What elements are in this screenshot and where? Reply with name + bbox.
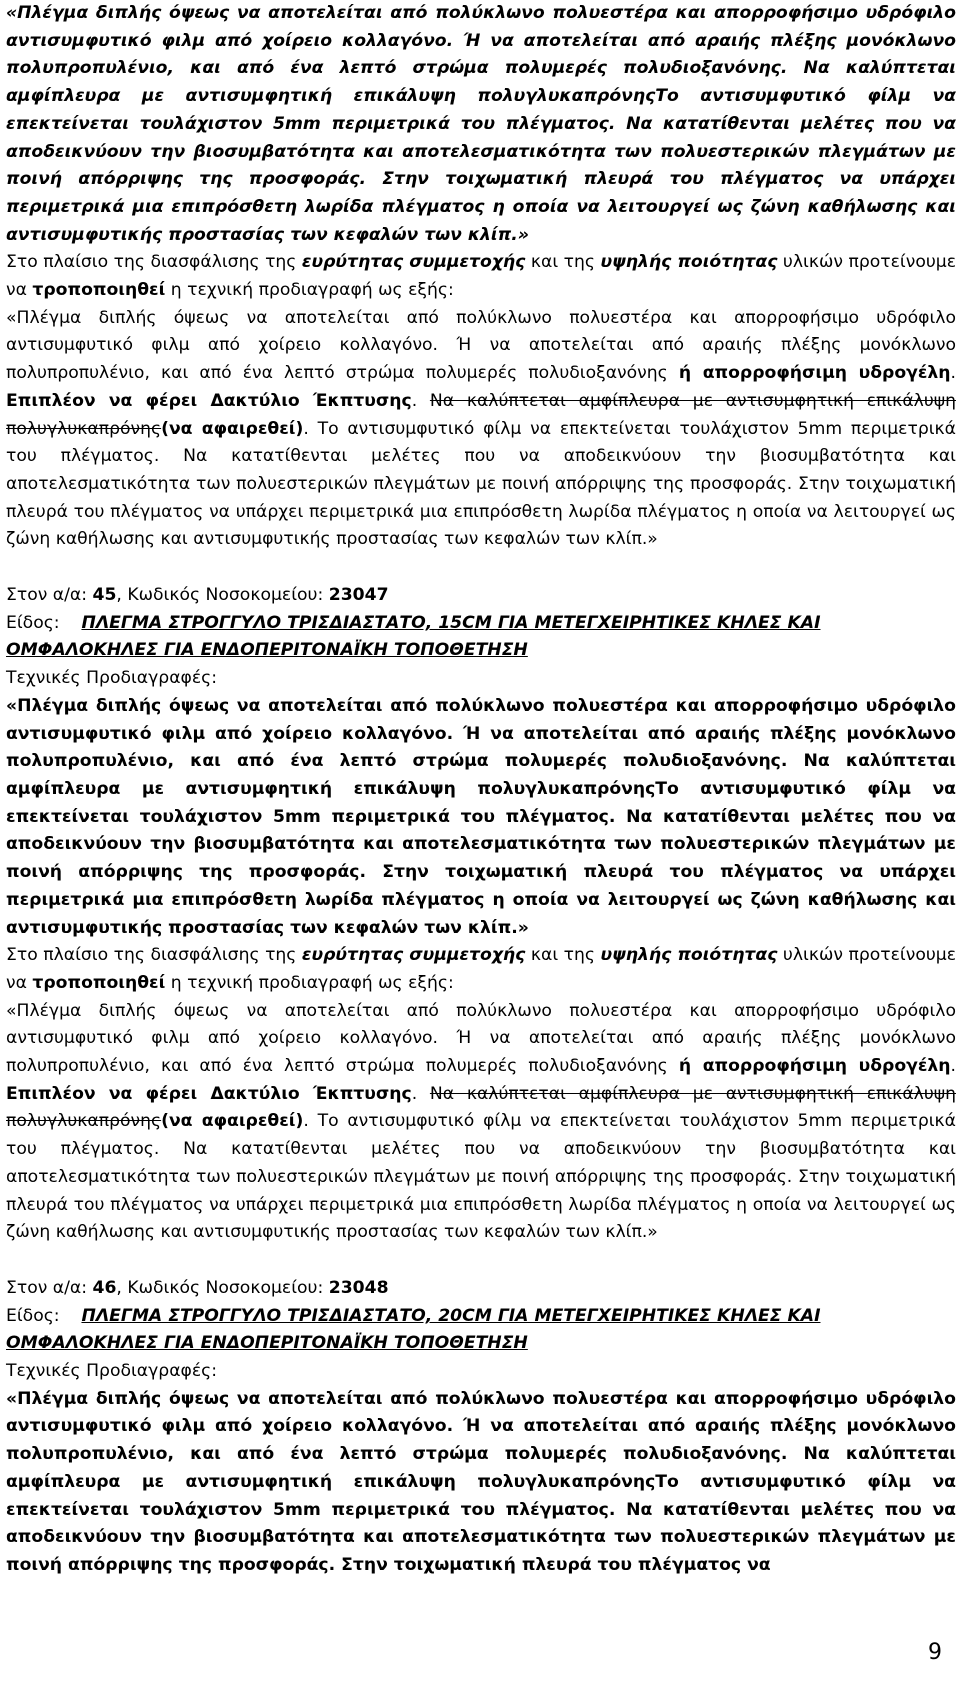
proposal-intro <box>6 249 956 304</box>
modified-text-3: . <box>411 1083 430 1104</box>
modified-text-1: «Πλέγμα διπλής όψεως να αποτελείται από πολύκλωνο πολυεστέρα και απορροφήσιμο υδρόφιλο αντισυμφυτικό φιλμ από χοίρειο κολλαγόνο. Ή να αποτελείται από αραιής πλέξης μονόκλωνο πολυπροπυλένιο, και από ένα λεπτό στρώμα πολυμερές πολυδιοξανόνης <box>6 307 956 384</box>
document-page <box>6 0 956 1580</box>
item46-kind-title: ΠΛΕΓΜΑ ΣΤΡΟΓΓΥΛΟ ΤΡΙΣΔΙΑΣΤΑΤΟ, 20CM ΓΙΑ ΜΕΤΕΓΧΕΙΡΗΤΙΚΕΣ ΚΗΛΕΣ ΚΑΙ ΟΜΦΑΛΟΚΗΛΕΣ ΓΙΑ ΕΝΔΟΠΕΡΙΤΟΝΑΪΚΗ ΤΟΠΟΘΕΤΗΣΗ <box>6 1305 821 1354</box>
proposal-keyword-participation: ευρύτητας συμμετοχής <box>301 252 526 273</box>
modified-remove-note: (να αφαιρεθεί) <box>161 418 304 439</box>
item46-aa-number: 46 <box>92 1277 117 1298</box>
modified-addition-ring: Επιπλέον να φέρει Δακτύλιο Έκπτυσης <box>6 1083 412 1104</box>
item46-kind-label: Είδος: <box>6 1305 60 1326</box>
item46-aa-label: Στον α/α: <box>6 1277 93 1298</box>
item46-hospital-code: 23048 <box>328 1277 389 1298</box>
item45-kind-title: ΠΛΕΓΜΑ ΣΤΡΟΓΓΥΛΟ ΤΡΙΣΔΙΑΣΤΑΤΟ, 15CM ΓΙΑ ΜΕΤΕΓΧΕΙΡΗΤΙΚΕΣ ΚΗΛΕΣ ΚΑΙ ΟΜΦΑΛΟΚΗΛΕΣ ΓΙΑ ΕΝΔΟΠΕΡΙΤΟΝΑΪΚΗ ΤΟΠΟΘΕΤΗΣΗ <box>6 612 821 661</box>
page-number: 9 <box>928 1640 942 1665</box>
modified-addition-hydrogel: ή απορροφήσιμη υδρογέλη <box>678 1056 951 1077</box>
proposal-keyword-participation: ευρύτητας συμμετοχής <box>301 945 526 966</box>
item45-aa-number: 45 <box>92 585 117 606</box>
modified-text-1: «Πλέγμα διπλής όψεως να αποτελείται από πολύκλωνο πολυεστέρα και απορροφήσιμο υδρόφιλο αντισυμφυτικό φιλμ από χοίρειο κολλαγόνο. Ή να αποτελείται από αραιής πλέξης μονόκλωνο πολυπροπυλένιο, και από ένα λεπτό στρώμα πολυμερές πολυδιοξανόνης <box>6 1000 956 1077</box>
proposal-keyword-modify: τροποποιηθεί <box>32 280 166 301</box>
proposal-text-2: και της <box>525 252 601 273</box>
item45-tech-label: Τεχνικές Προδιαγραφές: <box>6 668 218 689</box>
proposal-text-4: η τεχνική προδιαγραφή ως εξής: <box>165 972 454 993</box>
item46-tech-label: Τεχνικές Προδιαγραφές: <box>6 1361 218 1382</box>
proposal-text-1: Στο πλαίσιο της διασφάλισης της <box>6 945 302 966</box>
item45-spec: «Πλέγμα διπλής όψεως να αποτελείται από πολύκλωνο πολυεστέρα και απορροφήσιμο υδρόφιλο αντισυμφυτικό φιλμ από χοίρειο κολλαγόνο. Ή να αποτελείται από αραιής πλέξης μονόκλωνο πολυπροπυλένιο, και από ένα λεπτό στρώμα πολυμερές πολυδιοξανόνης. Να καλύπτεται αμφίπλευρα με αντισυμφητική επικάλυψη πολυγλυκαπρόνηςΤο αντισυμφυτικό φίλμ να επεκτείνεται τουλάχιστον 5mm περιμετρικά του πλέγματος. Να κατατίθενται μελέτες που να αποδεικνύουν την βιοσυμβατότητα και αποτελεσματικότητα των πολυεστερικών πλεγμάτων με ποινή απόρριψης της προσφοράς. Στην τοιχωματική πλευρά του πλέγματος να υπάρχει περιμετρικά μια επιπρόσθετη λωρίδα πλέγματος η οποία να λειτουργεί ως ζώνη καθήλωσης και αντισυμφυτικής προστασίας των κεφαλών των κλίπ.» <box>6 695 956 938</box>
modified-text-3: . <box>411 390 430 411</box>
proposal-text-3: υλικών προτείνουμε να <box>6 252 956 301</box>
original-spec-paragraph: «Πλέγμα διπλής όψεως να αποτελείται από πολύκλωνο πολυεστέρα και απορροφήσιμο υδρόφιλο αντισυμφυτικό φιλμ από χοίρειο κολλαγόνο. Ή να αποτελείται από αραιής πλέξης μονόκλωνο πολυπροπυλένιο, και από ένα λεπτό στρώμα πολυμερές πολυδιοξανόνης. Να καλύπτεται αμφίπλευρα με αντισυμφητική επικάλυψη πολυγλυκαπρόνηςΤο αντισυμφυτικό φίλμ να επεκτείνεται τουλάχιστον 5mm περιμετρικά του πλέγματος. Να κατατίθενται μελέτες που να αποδεικνύουν την βιοσυμβατότητα και αποτελεσματικότητα των πολυεστερικών πλεγμάτων με ποινή απόρριψης της προσφοράς. Στην τοιχωματική πλευρά του πλέγματος να υπάρχει περιμετρικά μια επιπρόσθετη λωρίδα πλέγματος η οποία να λειτουργεί ως ζώνη καθήλωσης και αντισυμφυτικής προστασίας των κεφαλών των κλίπ.» <box>6 3 956 245</box>
item46-hospital-label: , Κωδικός Νοσοκομείου: <box>116 1277 329 1298</box>
modified-text-2: . <box>950 363 957 384</box>
proposal-text-1: Στο πλαίσιο της διασφάλισης της <box>6 252 302 273</box>
modified-strikethrough: Να καλύπτεται αμφίπλευρα με αντισυμφητική επικάλυψη πολυγλυκαπρόνης <box>6 390 956 439</box>
proposal-keyword-quality: υψηλής ποιότητας <box>600 945 778 966</box>
modified-strikethrough: Να καλύπτεται αμφίπλευρα με αντισυμφητική επικάλυψη πολυγλυκαπρόνης <box>6 1083 956 1132</box>
item46-kind <box>6 1303 956 1358</box>
item45-hospital-code: 23047 <box>328 585 389 606</box>
proposal-text-2: και της <box>525 945 601 966</box>
modified-addition-hydrogel: ή απορροφήσιμη υδρογέλη <box>678 363 951 384</box>
item45-aa-label: Στον α/α: <box>6 585 93 606</box>
item45-hospital-label: , Κωδικός Νοσοκομείου: <box>116 585 329 606</box>
modified-text-4: . Το αντισυμφυτικό φίλμ να επεκτείνεται τουλάχιστον 5mm περιμετρικά του πλέγματος. Να κατατίθενται μελέτες που να αποδεικνύουν την βιοσυμβατότητα και αποτελεσματικότητα των πολυεστερικών πλεγμάτων με ποινή απόρριψης της προσφοράς. Στην τοιχωματική πλευρά του πλέγματος να υπάρχει περιμετρικά μια επιπρόσθετη λωρίδα πλέγματος η οποία να λειτουργεί ως ζώνη καθήλωσης και αντισυμφυτικής προστασίας των κεφαλών των κλίπ.» <box>6 418 956 550</box>
proposal-keyword-quality: υψηλής ποιότητας <box>600 252 778 273</box>
proposal-text-4: η τεχνική προδιαγραφή ως εξής: <box>165 280 454 301</box>
item45-header <box>6 582 956 610</box>
spacer <box>6 554 956 582</box>
modified-spec-paragraph-2 <box>6 998 956 1247</box>
item45-kind <box>6 610 956 665</box>
modified-addition-ring: Επιπλέον να φέρει Δακτύλιο Έκπτυσης <box>6 390 412 411</box>
item46-header <box>6 1275 956 1303</box>
proposal-text-3: υλικών προτείνουμε να <box>6 945 956 993</box>
modified-text-4: . Το αντισυμφυτικό φίλμ να επεκτείνεται τουλάχιστον 5mm περιμετρικά του πλέγματος. Να κατατίθενται μελέτες που να αποδεικνύουν την βιοσυμβατότητα και αποτελεσματικότητα των πολυεστερικών πλεγμάτων με ποινή απόρριψης της προσφοράς. Στην τοιχωματική πλευρά του πλέγματος να υπάρχει περιμετρικά μια επιπρόσθετη λωρίδα πλέγματος η οποία να λειτουργεί ως ζώνη καθήλωσης και αντισυμφυτικής προστασίας των κεφαλών των κλίπ.» <box>6 1111 956 1243</box>
item45-kind-label: Είδος: <box>6 612 60 633</box>
modified-spec-paragraph <box>6 305 956 554</box>
modified-remove-note: (να αφαιρεθεί) <box>161 1111 304 1132</box>
modified-text-2: . <box>950 1056 957 1077</box>
proposal-keyword-modify: τροποποιηθεί <box>32 972 166 993</box>
spacer <box>6 1247 956 1275</box>
proposal-intro-2 <box>6 942 956 997</box>
item46-spec: «Πλέγμα διπλής όψεως να αποτελείται από πολύκλωνο πολυεστέρα και απορροφήσιμο υδρόφιλο αντισυμφυτικό φιλμ από χοίρειο κολλαγόνο. Ή να αποτελείται από αραιής πλέξης μονόκλωνο πολυπροπυλένιο, και από ένα λεπτό στρώμα πολυμερές πολυδιοξανόνης. Να καλύπτεται αμφίπλευρα με αντισυμφητική επικάλυψη πολυγλυκαπρόνηςΤο αντισυμφυτικό φίλμ να επεκτείνεται τουλάχιστον 5mm περιμετρικά του πλέγματος. Να κατατίθενται μελέτες που να αποδεικνύουν την βιοσυμβατότητα και αποτελεσματικότητα των πολυεστερικών πλεγμάτων με ποινή απόρριψης της προσφοράς. Στην τοιχωματική πλευρά του πλέγματος να <box>6 1388 956 1575</box>
